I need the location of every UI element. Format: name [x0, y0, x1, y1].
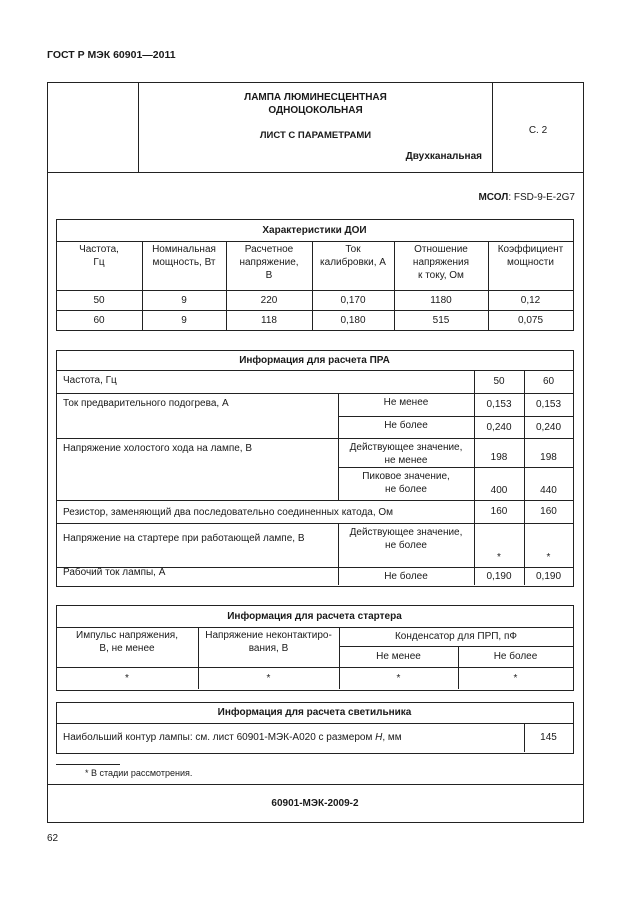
value-cell: *	[396, 672, 401, 684]
column-header: Не более	[493, 651, 538, 662]
condition-cell: Не более	[384, 571, 428, 582]
table-cell: 0,12	[520, 294, 541, 306]
column-header: Коэффициент мощности	[497, 244, 564, 268]
msol-value: : FSD-9-E-2G7	[508, 192, 575, 203]
value-cell: *	[125, 672, 129, 684]
label-text: Наибольший контур лампы: см. лист 60901-МЭК-A020 с размером	[63, 732, 376, 743]
value-cell: 60	[542, 376, 555, 387]
column-header: Импульс напряжения, В, не менее	[76, 630, 178, 654]
table-cell: 60	[93, 314, 105, 326]
row-label: Резистор, заменяющий два последовательно соединенных катода, Ом	[63, 507, 394, 518]
condition-cell: Не более	[384, 420, 428, 431]
msol-label: МСОЛ	[478, 192, 509, 203]
divider	[47, 172, 583, 173]
divider	[47, 784, 583, 785]
value-cell: 400	[490, 485, 508, 496]
row-label: Напряжение на стартере при работающей лампе, В	[63, 533, 305, 544]
page-number: 62	[47, 833, 59, 844]
table-cell: 0,170	[340, 294, 366, 306]
condition-cell: Действующее значение, не более	[349, 527, 463, 551]
value-cell: 160	[490, 506, 508, 517]
luminaire-title: Информация для расчета светильника	[217, 707, 412, 718]
msol	[478, 191, 575, 204]
value-cell: 0,190	[486, 570, 512, 582]
column-header: Отношение напряжения к току, Ом	[412, 244, 470, 281]
table-cell: 118	[261, 314, 277, 326]
value-cell: 198	[540, 452, 557, 463]
value-cell: 0,240	[486, 421, 512, 433]
condition-cell: Действующее значение, не менее	[349, 442, 463, 466]
value-cell: 198	[490, 452, 508, 463]
row-label: Частота, Гц	[63, 375, 117, 386]
footnote-rule	[56, 764, 120, 765]
table-cell: 9	[181, 314, 187, 326]
running-header: ГОСТ Р МЭК 60901—2011	[47, 49, 176, 61]
value-cell: *	[497, 552, 501, 563]
page-ref: С. 2	[528, 125, 548, 136]
value-cell: *	[546, 552, 551, 563]
value-cell: *	[513, 672, 518, 684]
divider	[56, 723, 573, 724]
condition-cell: Пиковое значение, не более	[362, 471, 450, 495]
sheet-title-1: ЛАМПА ЛЮМИНЕСЦЕНТНАЯ	[244, 92, 387, 103]
column-header: Номинальная мощность, Вт	[152, 244, 216, 268]
value-cell: 0,153	[535, 399, 562, 410]
row-label: Напряжение холостого хода на лампе, В	[63, 443, 253, 454]
table-cell: 0,180	[340, 314, 366, 326]
table-cell: 220	[260, 294, 278, 306]
row-label: Ток предварительного подогрева, А	[63, 398, 229, 409]
value-cell: 0,190	[535, 570, 562, 582]
table-cell: 1180	[430, 294, 452, 306]
condition-cell: Не менее	[383, 397, 429, 408]
column-header: Частота, Гц	[79, 244, 119, 268]
pra-title: Информация для расчета ПРА	[239, 354, 390, 366]
value-cell: 0,153	[486, 399, 512, 410]
label-var: H	[375, 732, 383, 743]
table-cell: 9	[181, 294, 187, 306]
starter-title: Информация для расчета стартера	[227, 610, 402, 622]
column-header: Ток калибровки, А	[320, 244, 386, 268]
divider	[56, 241, 573, 242]
luminaire-label	[63, 731, 402, 744]
column-header: Конденсатор для ПРП, пФ	[394, 631, 518, 642]
luminaire-value: 145	[540, 732, 557, 743]
column-header: Не менее	[376, 651, 421, 662]
value-cell: 0,240	[535, 421, 562, 433]
sheet-code: 60901-МЭК-2009-2	[271, 797, 359, 809]
value-cell: 440	[540, 485, 557, 496]
table-cell: 0,075	[517, 314, 544, 326]
doi-title: Характеристики ДОИ	[262, 224, 367, 236]
value-cell: 50	[493, 376, 505, 387]
sheet-title-2: ОДНОЦОКОЛЬНАЯ	[268, 105, 363, 116]
table-cell: 515	[432, 314, 450, 326]
row-label: Рабочий ток лампы, А	[63, 567, 166, 578]
table-cell: 50	[93, 294, 105, 306]
footnote: * В стадии рассмотрения.	[85, 768, 193, 778]
column-header: Напряжение неконтактиро- вания, В	[205, 630, 332, 654]
column-header: Расчетное напряжение, В	[239, 244, 299, 281]
sheet-subtitle: ЛИСТ С ПАРАМЕТРАМИ	[259, 130, 372, 141]
sheet-type: Двухканальная	[405, 151, 482, 162]
value-cell: *	[266, 672, 271, 684]
label-text: , мм	[382, 732, 402, 743]
value-cell: 160	[540, 506, 557, 517]
